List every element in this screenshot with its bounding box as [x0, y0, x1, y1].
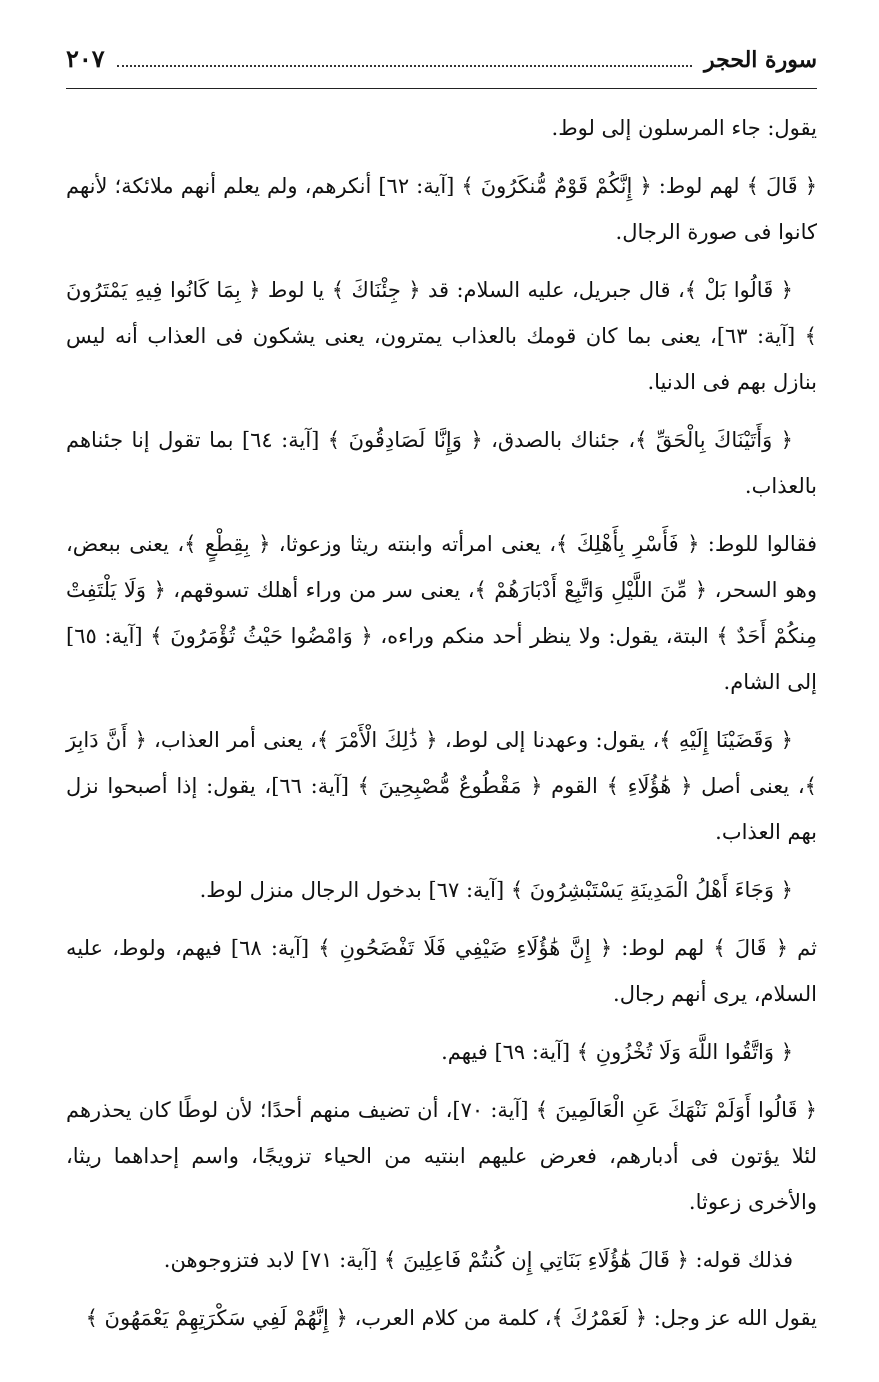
header-rule: [66, 88, 817, 89]
page-body: [66, 105, 817, 1341]
paragraph: فذلك قوله: ﴿ قَالَ هَٰؤُلَاءِ بَنَاتِي إِن كُنتُمْ فَاعِلِينَ ﴾ [آية: ٧١] لابد فتزوجوهن.: [163, 1248, 793, 1272]
paragraph: ﴿ وَأَتَيْنَاكَ بِالْحَقِّ ﴾، جئناك بالصدق، ﴿ وَإِنَّا لَصَادِقُونَ ﴾ [آية: ٦٤] بما تقول إنا جئناهم بالعذاب.: [66, 428, 817, 498]
paragraph: يقول: جاء المرسلون إلى لوط.: [551, 116, 817, 140]
sura-title: سورة الحجر: [704, 47, 817, 73]
paragraph: ﴿ قَالُوا بَلْ ﴾، قال جبريل، عليه السلام: قد ﴿ جِئْنَاكَ ﴾ يا لوط ﴿ بِمَا كَانُوا فِيهِ يَمْتَرُونَ ﴾ [آية: ٦٣]، يعنى بما كان قومك بالعذاب يمترون، يعنى يشكون فى العذاب أنه ليس بنازل بهم فى الدنيا.: [66, 278, 817, 394]
paragraph: ﴿ وَقَضَيْنَا إِلَيْهِ ﴾، يقول: وعهدنا إلى لوط، ﴿ ذَٰلِكَ الْأَمْرَ ﴾، يعنى أمر العذاب، ﴿ أَنَّ دَابِرَ ﴾، يعنى أصل ﴿ هَٰؤُلَاءِ ﴾ القوم ﴿ مَقْطُوعٌ مُّصْبِحِينَ ﴾ [آية: ٦٦]، يقول: إذا أصبحوا نزل بهم العذاب.: [66, 728, 817, 844]
paragraph: ﴿ قَالُوا أَوَلَمْ نَنْهَكَ عَنِ الْعَالَمِينَ ﴾ [آية: ٧٠]، أن تضيف منهم أحدًا؛ لأن لوطًا كان يحذرهم لئلا يؤتون فى أدبارهم، فعرض عليهم ابنتيه من الحياء تزويجًا، واسم إحداهما ريثا، والأخرى زعوثا.: [66, 1098, 817, 1214]
paragraph: ثم ﴿ قَالَ ﴾ لهم لوط: ﴿ إِنَّ هَٰؤُلَاءِ ضَيْفِي فَلَا تَفْضَحُونِ ﴾ [آية: ٦٨] فيهم، ولوط، عليه السلام، يرى أنهم رجال.: [66, 936, 817, 1006]
header-dotted-leader: [117, 65, 692, 67]
paragraph: ﴿ وَجَاءَ أَهْلُ الْمَدِينَةِ يَسْتَبْشِرُونَ ﴾ [آية: ٦٧] بدخول الرجال منزل لوط.: [199, 878, 793, 902]
page-number: ٢٠٧: [66, 44, 105, 73]
page-header: [66, 44, 817, 84]
paragraph: ﴿ وَاتَّقُوا اللَّهَ وَلَا تُخْزُونِ ﴾ [آية: ٦٩] فيهم.: [441, 1040, 793, 1064]
paragraph: فقالوا للوط: ﴿ فَأَسْرِ بِأَهْلِكَ ﴾، يعنى امرأته وابنته ريثا وزعوثا، ﴿ بِقِطْعٍ ﴾، يعنى ببعض، وهو السحر، ﴿ مِّنَ اللَّيْلِ وَاتَّبِعْ أَدْبَارَهُمْ ﴾، يعنى سر من وراء أهلك تسوقهم، ﴿ وَلَا يَلْتَفِتْ مِنكُمْ أَحَدٌ ﴾ البتة، يقول: ولا ينظر أحد منكم وراءه، ﴿ وَامْضُوا حَيْثُ تُؤْمَرُونَ ﴾ [آية: ٦٥] إلى الشام.: [66, 532, 817, 694]
paragraph: يقول الله عز وجل: ﴿ لَعَمْرُكَ ﴾، كلمة من كلام العرب، ﴿ إِنَّهُمْ لَفِي سَكْرَتِهِمْ يَعْمَهُونَ ﴾: [85, 1306, 817, 1330]
paragraph: ﴿ قَالَ ﴾ لهم لوط: ﴿ إِنَّكُمْ قَوْمٌ مُّنكَرُونَ ﴾ [آية: ٦٢] أنكرهم، ولم يعلم أنهم ملائكة؛ لأنهم كانوا فى صورة الرجال.: [66, 174, 817, 244]
